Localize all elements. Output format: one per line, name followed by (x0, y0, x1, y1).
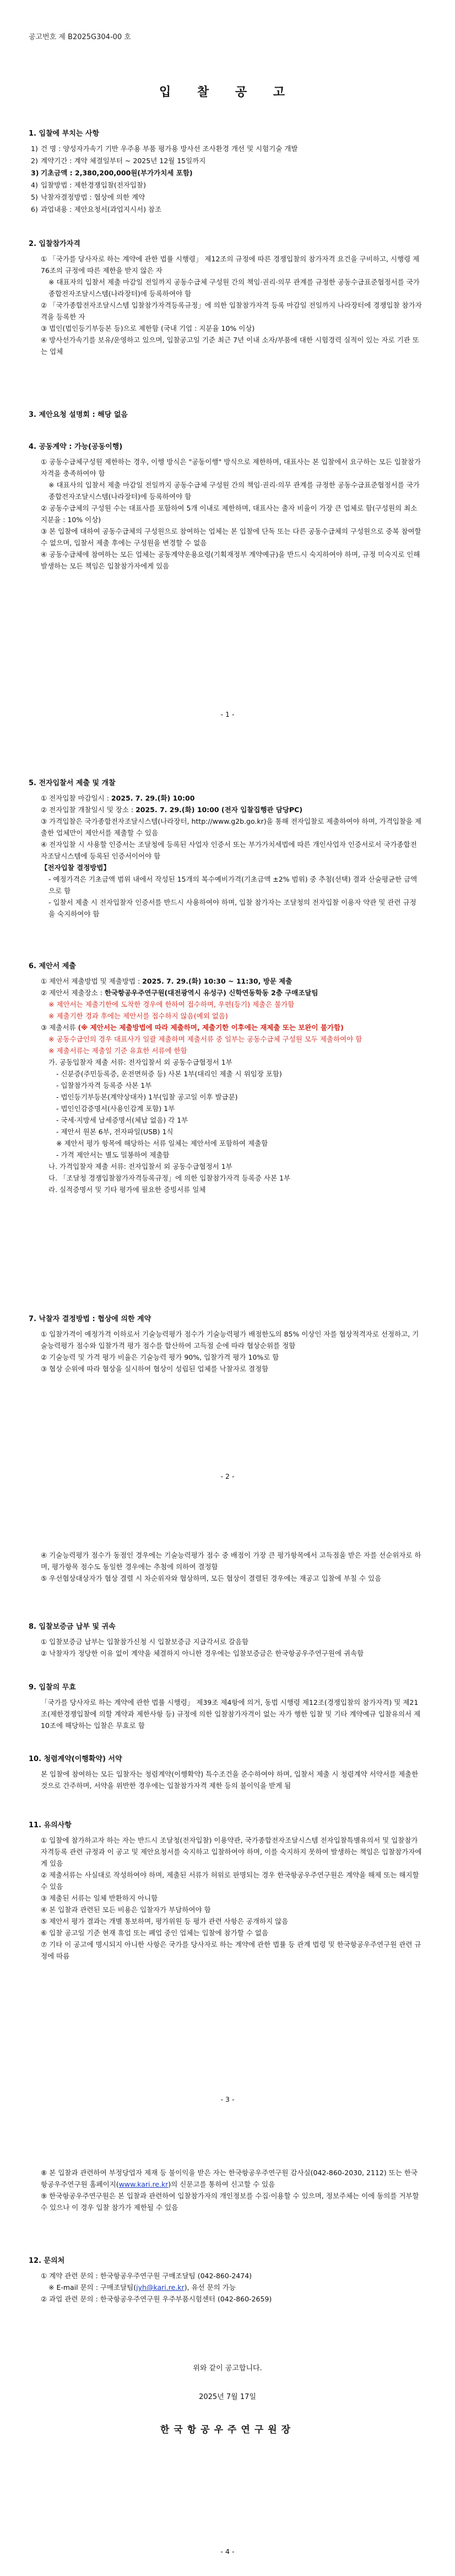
section-3-title: 3. 제안요청 설명회 : 해당 없음 (29, 411, 128, 419)
section-7 (29, 1313, 422, 1375)
s6-item-1: ① 제안서 제출방법 및 제출방법 : 2025. 7. 29.(화) 10:30 ~ 11:30, 방문 제출 (41, 977, 292, 985)
s11-item-9: ⑨ 한국항공우주연구원은 본 입찰과 관련하여 입찰참가자의 개인정보를 수집·이용할 수 있으며, 정보주체는 이에 동의를 거부할 수 있으나 이 경우 입찰 참가가 제한될 수 있음 (41, 2192, 419, 2212)
s11-item-5: ⑤ 제안서 평가 결과는 개별 통보하며, 평가위원 등 평가 관련 사항은 공개하지 않음 (41, 1917, 289, 1925)
page-number: - 4 - (220, 2547, 235, 2556)
s6-note-2: ※ 제출기한 경과 후에는 제안서를 접수하지 않음(예외 없음) (48, 1012, 228, 1020)
s7-item-1: ① 입찰가격이 예정가격 이하로서 기술능력평가 점수가 기술능력평가 배점한도의 85% 이상인 자를 협상적격자로 선정하고, 기술능력평가 점수와 입찰가격 평가 점수를 합산하여 고득점 순에 따라 협상순위를 정함 (41, 1330, 419, 1350)
s6-sub-a: 가. 공동입찰자 제출 서류: 전자입찰서 외 공동수급협정서 1부 (48, 1058, 232, 1066)
section-10-title: 10. 청렴계약(이행확약) 서약 (29, 1755, 122, 1763)
section-4-title: 4. 공동계약 : 가능(공동이행) (29, 443, 123, 451)
page-3 (0, 1522, 455, 2139)
section-1 (29, 128, 422, 216)
s2-note-1: ※ 대표자의 입찰서 제출 마감일 전일까지 공동수급체 구성원 간의 책임·권리·의무 관계를 규정한 공동수급표준협정서를 국가종합전자조달시스템(나라장터)에 등록하여야 함 (48, 278, 420, 298)
s5-item-4: ④ 전자입찰 시 사용할 인증서는 조달청에 등록된 사업자 인증서 또는 부가가치세법에 따른 개인사업자 인증서로서 국가종합전자조달시스템에 등록된 인증서이어야 함 (41, 840, 417, 860)
s1-item-1: 1) 건 명 : 양성자가속기 기반 우주용 부품 평가용 방사선 조사환경 개선 및 시험기술 개발 (31, 144, 298, 153)
section-3 (29, 409, 422, 424)
s5-sub-title: 【전자입찰 결정방법】 (41, 863, 110, 872)
s5-sub-1: - 예정가격은 기초금액 범위 내에서 작성된 15개의 복수예비가격(기초금액 ±2% 범위) 중 추첨(선택) 결과 산술평균한 금액으로 함 (48, 875, 418, 895)
section-6-title: 6. 제안서 제출 (29, 962, 76, 970)
s8-item-2: ② 낙찰자가 정당한 이유 없이 계약을 체결하지 아니한 경우에는 입찰보증금은 한국항공우주연구원에 귀속함 (41, 1649, 364, 1657)
s12-item-2: ② 과업 관련 문의 : 한국항공우주연구원 우주부품시험센터 (042-860-2659) (41, 2295, 272, 2303)
section-5-title: 5. 전자입찰서 제출 및 개찰 (29, 779, 116, 787)
s1-item-4: 4) 입찰방법 : 제한경쟁입찰(전자입찰) (31, 181, 146, 189)
s7-item-5: ⑤ 우선협상대상자가 협상 결렬 시 차순위자와 협상하며, 모든 협상이 결렬된 경우에는 재공고 입찰에 부칠 수 있음 (41, 1574, 382, 1582)
section-8 (29, 1621, 422, 1659)
section-12 (29, 2255, 422, 2305)
s1-item-5: 5) 낙찰자결정방법 : 협상에 의한 계약 (31, 193, 145, 201)
s11-item-1: ① 입찰에 참가하고자 하는 자는 반드시 조달청(전자입찰) 이용약관, 국가종합전자조달시스템 전자입찰특별유의서 및 입찰참가자격등록 관련 규정과 이 공고 및 제안요청서를 숙지하고 입찰하여야 하며, 이를 숙지하지 못하여 발생하는 책임은 입찰참가자에게 있음 (41, 1836, 422, 1867)
page-number: - 3 - (220, 2095, 235, 2103)
s4-item-3: ③ 본 입찰에 대하여 공동수급체의 구성원으로 참여하는 업체는 본 입찰에 단독 또는 다른 공동수급체의 구성원으로 중복 참여할 수 없으며, 입찰서 제출 후에는 구성원을 변경할 수 없음 (41, 527, 421, 547)
s4-item-2: ② 공동수급체의 구성원 수는 대표사를 포함하여 5개 이내로 제한하며, 대표사는 출자 비율이 가장 큰 업체로 함(구성원의 최소 지분율 : 10% 이상) (41, 504, 418, 524)
announcement-date: 2025년 7월 17일 (199, 2393, 256, 2401)
s6-sub-a6: - 제안서 원본 6부, 전자파일(USB) 1식 (56, 1128, 174, 1136)
document-number: 공고번호 제 B2025G304-00 호 (29, 33, 131, 41)
s6-note-1: ※ 제안서는 제출기한에 도착한 경우에 한하여 접수하며, 우편(등기) 제출은 불가함 (48, 1000, 295, 1008)
s11-item-3: ③ 제출된 서류는 일체 반환하지 아니함 (41, 1894, 158, 1902)
page-1 (0, 0, 455, 755)
s11-item-7: ⑦ 기타 이 공고에 명시되지 아니한 사항은 국가를 당사자로 하는 계약에 관한 법률 등 관계 법령 및 한국항공우주연구원 관련 규정에 따름 (41, 1940, 421, 1960)
s12-email-note: ※ E-mail 문의 : 구매조달팀(jyh@kari.re.kr), 유선 문의 가능 (48, 2283, 236, 2291)
s6-sub-a4: - 법인인감증명서(사용인감계 포함) 1부 (56, 1104, 175, 1113)
s2-item-3: ③ 법인(법인등기부등본 등)으로 제한함 (국내 기업 : 지분율 10% 이상) (41, 324, 255, 332)
s4-item-1: ① 공동수급체구성원 제한하는 경우, 이행 방식은 "공동이행" 방식으로 제한하며, 대표사는 본 입찰에서 요구하는 모든 입찰참가자격을 충족하여야 함 (41, 458, 421, 477)
s6-sub-a3: - 법인등기부등본(계약상대자) 1부(입찰 공고일 이후 발급분) (56, 1093, 238, 1101)
s6-item-2: ② 제안서 제출장소 : 한국항공우주연구원(대전광역시 유성구) 신학연동학동 2층 구매조달팀 (41, 989, 318, 997)
s6-sub-a1: - 신분증(주민등록증, 운전면허증 등) 사본 1부(대리인 제출 시 위임장 포함) (56, 1070, 282, 1078)
document-title: 입 찰 공 고 (159, 85, 296, 99)
s11-item-4: ④ 본 입찰과 관련된 모든 비용은 입찰자가 부담하여야 함 (41, 1906, 211, 1914)
s6-sub-a2: - 입찰참가자격 등록증 사본 1부 (56, 1081, 152, 1090)
s2-item-1: ① 「국가를 당사자로 하는 계약에 관한 법률 시행령」 제12조의 규정에 따른 경쟁입찰의 참가자격 요건을 구비하고, 시행령 제76조의 규정에 따른 제한을 받지 않은 자 (41, 255, 420, 275)
s2-item-2: ② 「국가종합전자조달시스템 입찰참가자격등록규정」에 의한 입찰참가자격 등록 마감일 전일까지 나라장터에 경쟁입찰 참가자격을 등록한 자 (41, 301, 422, 321)
section-2-title: 2. 입찰참가자격 (29, 240, 80, 248)
section-6 (29, 960, 422, 1195)
section-11 (29, 1820, 422, 1962)
kari-homepage-link[interactable]: www.kari.re.kr (118, 2180, 169, 2188)
s5-sub-2: - 입찰서 제출 시 전자입찰자 인증서를 반드시 사용하여야 하며, 입찰 참가자는 조달청의 전자입찰 이용자 약관 및 관련 규정을 숙지하여야 함 (48, 898, 416, 918)
s7-item-4: ④ 기술능력평가 점수가 동점인 경우에는 기술능력평가 점수 중 배점이 가장 큰 평가항목에서 고득점을 받은 자를 선순위자로 하며, 평가항목 점수도 동일한 경우에는 추첨에 의하여 결정함 (41, 1551, 421, 1571)
issuing-organization: 한국항공우주연구원장 (160, 2424, 295, 2435)
section-9 (29, 1682, 422, 1731)
section-12-title: 12. 문의처 (29, 2257, 65, 2265)
s6-sub-a5: - 국세·지방세 납세증명서(체납 없음) 각 1부 (56, 1116, 188, 1124)
contact-email-link[interactable]: jyh@kari.re.kr (136, 2283, 185, 2291)
page-4 (0, 2139, 455, 2576)
section-4 (29, 441, 422, 572)
section-10 (29, 1753, 422, 1791)
section-11-title: 11. 유의사항 (29, 1821, 72, 1829)
s11-item-2: ② 제출서류는 사실대로 작성하여야 하며, 제출된 서류가 허위로 판명되는 경우 한국항공우주연구원은 계약을 해제 또는 해지할 수 있음 (41, 1871, 419, 1891)
s1-item-6: 6) 과업내용 : 제안요청서(과업지시서) 참조 (31, 205, 162, 213)
s10-body: 본 입찰에 참여하는 모든 입찰자는 청렴계약(이행확약) 특수조건을 준수하여야 하며, 입찰서 제출 시 청렴계약 서약서를 제출한 것으로 간주하며, 서약을 위반한 경우에는 입찰참가자격 제한 등의 불이익을 받게 됨 (41, 1770, 419, 1790)
section-8-title: 8. 입찰보증금 납부 및 귀속 (29, 1623, 116, 1631)
s5-item-2: ② 전자입찰 개찰일시 및 장소 : 2025. 7. 29.(화) 10:00 (전자 입찰집행관 담당PC) (41, 806, 303, 814)
s4-note-1: ※ 대표사의 입찰서 제출 마감일 전일까지 공동수급체 구성원 간의 책임·권리·의무 관계를 규정한 공동수급표준협정서를 국가종합전자조달시스템(나라장터)에 등록하여야 함 (48, 481, 420, 501)
s6-note-3: ※ 공동수급인의 경우 대표사가 일괄 제출하며 제출서류 중 일부는 공동수급체 구성원 모두 제출하여야 함 (48, 1035, 362, 1043)
s6-item-3: ③ 제출서류 (※ 제안서는 제출방법에 따라 제출하며, 제출기한 이후에는 재제출 또는 보완이 불가함) (41, 1023, 344, 1032)
s1-item-2: 2) 계약기간 : 계약 체결일부터 ~ 2025년 12월 15일까지 (31, 157, 206, 165)
s11-item-8: ⑧ 본 입찰과 관련하여 부정당업자 제재 등 불이익을 받은 자는 한국항공우주연구원 감사실(042-860-2030, 2112) 또는 한국항공우주연구원 홈페이지(www.kari.re.kr)의 신문고를 통하여 신고할 수 있음 (41, 2169, 418, 2188)
s5-item-1: ① 전자입찰 마감일시 : 2025. 7. 29.(화) 10:00 (41, 794, 195, 802)
section-1-title: 1. 입찰에 부치는 사항 (29, 130, 100, 138)
page-number: - 1 - (220, 710, 235, 718)
section-7-title: 7. 낙찰자 결정방법 : 협상에 의한 계약 (29, 1315, 151, 1323)
section-11-cont (29, 2167, 422, 2213)
s6-note-5: ※ 제안서 평가 항목에 해당하는 서류 일체는 제안서에 포함하여 제출함 (56, 1139, 268, 1147)
s7-item-2: ② 기술능력 및 가격 평가 비율은 기술능력 평가 90%, 입찰가격 평가 10%로 함 (41, 1353, 279, 1361)
s8-item-1: ① 입찰보증금 납부는 입찰참가신청 시 입찰보증금 지급각서로 갈음함 (41, 1638, 249, 1646)
page-number: - 2 - (220, 1472, 235, 1480)
s7-item-3: ③ 협상 순위에 따라 협상을 실시하여 협상이 성립된 업체를 낙찰자로 결정함 (41, 1365, 269, 1373)
section-7-cont (29, 1549, 422, 1584)
s4-item-4: ④ 공동수급체에 참여하는 모든 업체는 공동계약운용요령(기획재정부 계약예규)을 반드시 숙지하여야 하며, 규정 미숙지로 인해 발생하는 모든 책임은 입찰참가자에게 있음 (41, 550, 420, 570)
s9-body: 「국가를 당사자로 하는 계약에 관한 법률 시행령」 제39조 제4항에 의거, 동법 시행령 제12조(경쟁입찰의 참가자격) 및 제21조(제한경쟁입찰에 의할 계약과 제한사항 등) 규정에 의한 입찰참가자격이 없는 자가 행한 입찰 및 기타 계약예규 입찰유의서 제10조에 해당하는 입찰은 무효로 함 (41, 1698, 421, 1730)
s6-sub-b: 나. 가격입찰자 제출 서류: 전자입찰서 외 공동수급협정서 1부 (48, 1162, 232, 1171)
page-2 (0, 755, 455, 1522)
section-9-title: 9. 입찰의 무효 (29, 1683, 76, 1692)
s6-note-4: ※ 제출서류는 제출일 기준 유효한 서류에 한함 (48, 1046, 187, 1055)
section-5 (29, 777, 422, 920)
s6-sub-d: 라. 실적증명서 및 기타 평가에 필요한 증빙서류 일체 (48, 1185, 206, 1194)
s12-item-1: ① 계약 관련 문의 : 한국항공우주연구원 구매조달팀 (042-860-2474) (41, 2272, 252, 2280)
s5-item-3: ③ 가격입찰은 국가종합전자조달시스템(나라장터, http://www.g2b.go.kr)을 통해 전자입찰로 제출하여야 하며, 가격입찰을 제출한 업체만이 제안서를 제출할 수 있음 (41, 817, 422, 837)
closing-line: 위와 같이 공고합니다. (193, 2364, 262, 2373)
s6-note-6: - 가격 제안서는 별도 밀봉하여 제출함 (56, 1151, 170, 1159)
s1-item-3: 3) 기초금액 : 2,380,200,000원(부가가치세 포함) (31, 169, 193, 177)
s6-sub-c: 다. 「조달청 경쟁입찰참가자격등록규정」에 의한 입찰참가자격 등록증 사본 1부 (48, 1174, 291, 1182)
s11-item-6: ⑥ 입찰 공고일 기준 현재 휴업 또는 폐업 중인 업체는 입찰에 참가할 수 없음 (41, 1929, 269, 1937)
s2-item-4: ④ 방사선가속기를 보유/운영하고 있으며, 입찰공고일 기준 최근 7년 이내 소자/부품에 대한 시험경력 실적이 있는 자로 기관 또는 업체 (41, 336, 419, 356)
section-2 (29, 238, 422, 357)
